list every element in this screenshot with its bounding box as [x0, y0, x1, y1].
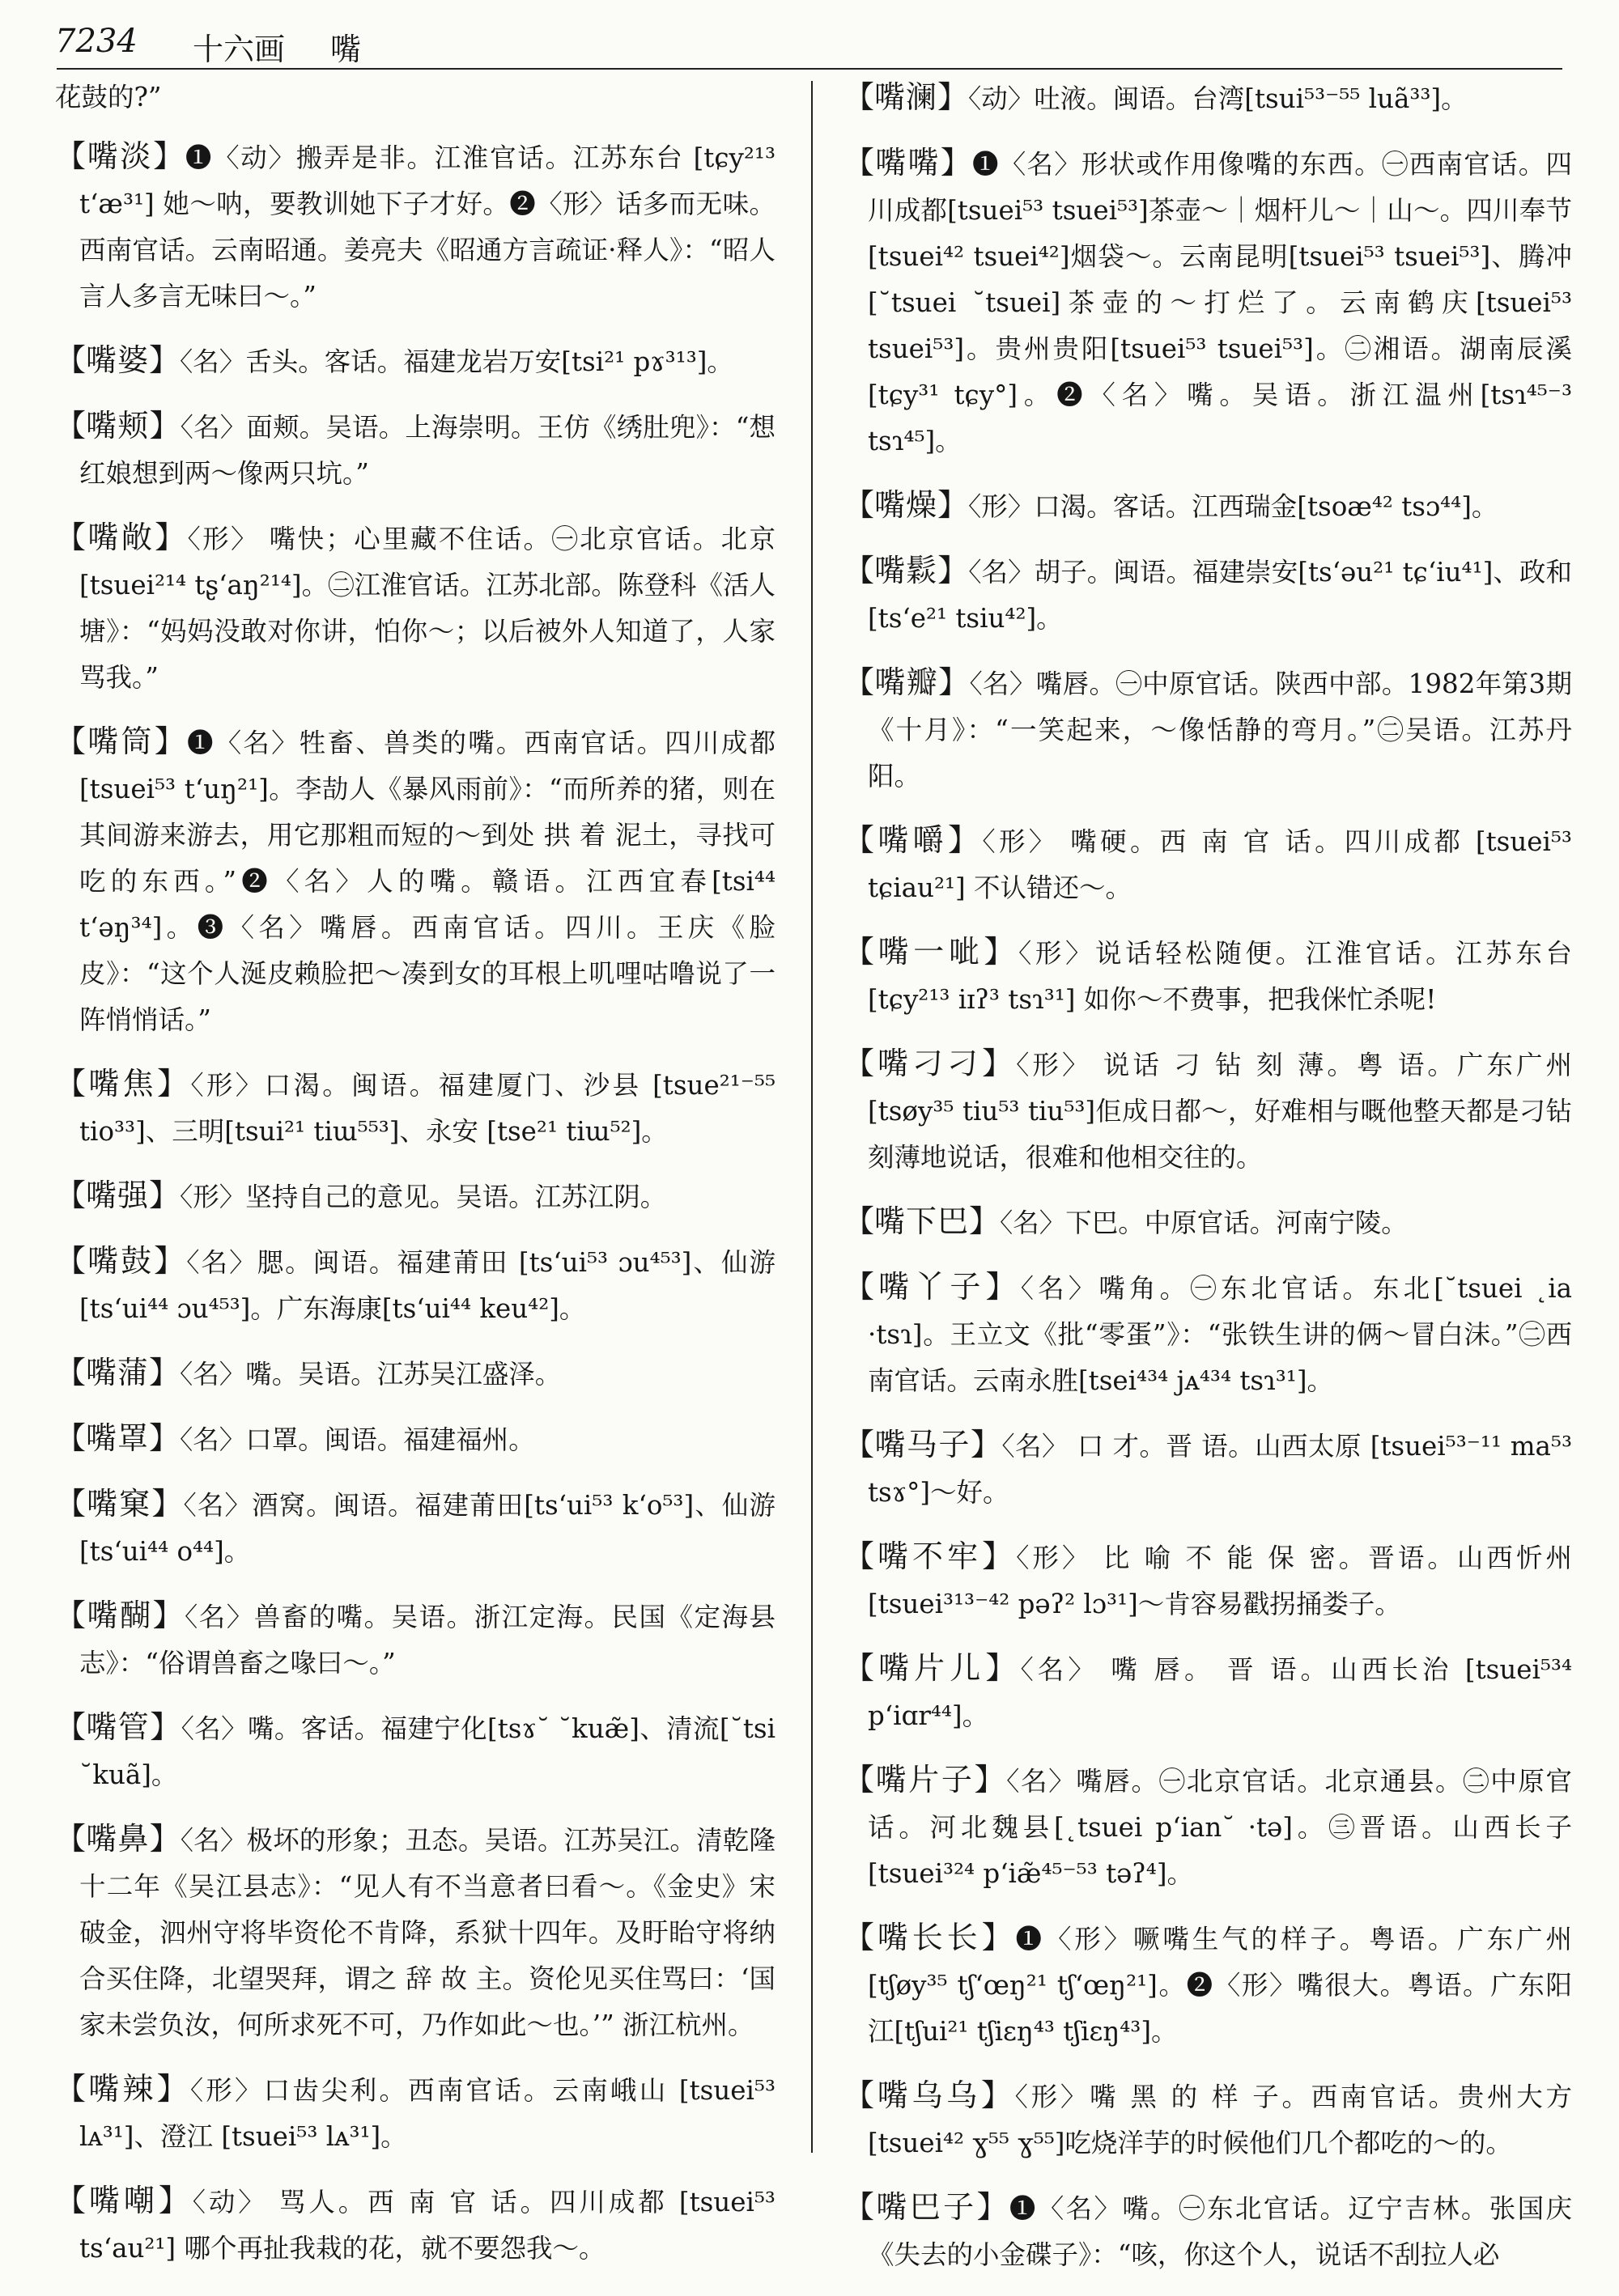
dictionary-entry: [843, 1422, 1572, 1516]
dictionary-entry: [55, 1238, 776, 1332]
entry-definition: ❶〈名〉牲畜、兽类的嘴。西南官话。四川成都 [tsuei⁵³ tʻuŋ²¹]。李劼人《暴风雨前》：“而所养的猪，则在其间游来游去，用它那粗而短的～到处 拱 着 泥土，寻找可吃的东西。”❷〈名〉人的嘴。赣语。江西宜春[tsi⁴⁴ tʻəŋ³⁴]。❸〈名〉嘴唇。西南官话。四川。王庆《脸皮》：“这个人涎皮赖脸把～凑到女的耳根上叽哩咕噜说了一阵悄悄话。”: [79, 728, 776, 1035]
open-bracket: 【: [843, 1046, 878, 1081]
entry-definition: ❶〈形〉噘嘴生气的样子。粤语。广东广州 [tʃøy³⁵ tʃʻœŋ²¹ tʃʻœŋ²¹]。❷〈形〉嘴很大。粤语。广东阳江[tʃui²¹ tʃiɛŋ⁴³ tʃiɛŋ⁴³]。: [868, 1924, 1572, 2047]
open-bracket: 【: [55, 2183, 89, 2218]
entry-definition: 〈形〉 嘴快；心里藏不住话。㊀北京官话。北京 [tsuei²¹⁴ tʂʻaŋ²¹⁴]。㊁江淮官话。江苏北部。陈登科《活人塘》：“妈妈没敢对你讲，怕你～；以后被外人知道了，人家骂我。”: [79, 524, 776, 693]
close-bracket: 】: [158, 2183, 193, 2218]
entry-headword: 嘴马子: [874, 1427, 971, 1462]
entry-headword: 嘴片儿: [878, 1650, 986, 1686]
column-divider: [811, 81, 813, 2153]
open-bracket: 【: [55, 1821, 87, 1857]
open-bracket: 【: [55, 1598, 87, 1633]
close-bracket: 】: [149, 408, 181, 443]
entry-definition: 〈名〉面颊。吴语。上海崇明。王仿《绣肚兜》：“想红娘想到两～像两只坑。”: [79, 412, 776, 489]
entry-definition: 〈名〉腮。闽语。福建莆田 [tsʻui⁵³ ɔu⁴⁵³]、仙游[tsʻui⁴⁴ ɔu⁴⁵³]。广东海康[tsʻui⁴⁴ keu⁴²]。: [79, 1247, 776, 1324]
dictionary-entry: [55, 719, 776, 1043]
dictionary-entry: [843, 817, 1572, 911]
open-bracket: 【: [843, 1920, 877, 1955]
entry-definition: 〈动〉吐液。闽语。台湾[tsui⁵³⁻⁵⁵ luã³³]。: [968, 83, 1468, 114]
stroke-section: 十六画: [193, 32, 286, 67]
entry-definition: 〈名〉嘴。吴语。江苏吴江盛泽。: [180, 1359, 562, 1390]
dictionary-entry: [55, 515, 776, 701]
entry-definition: 〈形〉口齿尖利。西南官话。云南峨山 [tsuei⁵³ lᴀ³¹]、澄江 [tsuei⁵³ lᴀ³¹]。: [79, 2075, 776, 2152]
close-bracket: 】: [149, 342, 181, 378]
entry-headword: 嘴颊: [86, 408, 150, 443]
dictionary-entry: [843, 1645, 1572, 1739]
entry-headword: 嘴婆: [86, 342, 150, 378]
close-bracket: 】: [152, 1598, 185, 1633]
close-bracket: 】: [157, 1066, 191, 1101]
dictionary-entry: [843, 1041, 1572, 1181]
open-bracket: 【: [55, 1243, 88, 1279]
entry-definition: 〈形〉口渴。闽语。福建厦门、沙县 [tsue²¹⁻⁵⁵ tio³³]、三明[tsui²¹ tiɯ⁵⁵³]、永安 [tse²¹ tiɯ⁵²]。: [79, 1070, 776, 1147]
close-bracket: 】: [149, 1821, 181, 1857]
close-bracket: 】: [149, 1420, 181, 1456]
open-bracket: 【: [843, 2189, 877, 2225]
entry-headword: 嘴长长: [877, 1920, 982, 1955]
dictionary-entry: [55, 1481, 776, 1575]
close-bracket: 】: [937, 487, 969, 523]
open-bracket: 【: [843, 664, 875, 700]
open-bracket: 【: [843, 1427, 875, 1462]
entry-headword: 嘴嘴: [875, 145, 941, 180]
entry-definition: 〈名〉舌头。客话。福建龙岩万安[tsi²¹ pɤ³¹³]。: [180, 346, 733, 377]
open-bracket: 【: [843, 487, 875, 523]
close-bracket: 】: [982, 1046, 1017, 1081]
entry-definition: 〈名〉极坏的形象；丑态。吴语。江苏吴江。清乾隆十二年《吴江县志》：“见人有不当意者曰看～。《金史》宋破金，泗州守将毕资伦不肯降，系狱十四年。及盱眙守将纳合买住降，北望哭拜，谓之 辞 故 主。资伦见买住骂曰：‘国家未尝负汝，何所求死不可，乃作如此～也。’” 浙江杭州。: [79, 1825, 776, 2040]
dictionary-entry: [843, 140, 1572, 465]
entry-definition: 〈形〉 比 喻 不 能 保 密。晋语。山西忻州 [tsuei³¹³⁻⁴² pəʔ² lɔ³¹]～肯容易戳拐捅娄子。: [868, 1543, 1572, 1619]
open-bracket: 【: [55, 1066, 89, 1101]
close-bracket: 】: [970, 1427, 1002, 1462]
dictionary-entry: [55, 1415, 776, 1463]
entry-definition: 〈名〉 口 才。晋 语。山西太原 [tsuei⁵³⁻¹¹ ma⁵³ tsɤ°]～好。: [868, 1431, 1572, 1508]
entry-headword: 嘴蒲: [86, 1355, 150, 1390]
dictionary-entry: [843, 1757, 1572, 1897]
entry-definition: 〈名〉酒窝。闽语。福建莆田[tsʻui⁵³ kʻo⁵³]、仙游[tsʻui⁴⁴ o⁴⁴]。: [79, 1490, 776, 1567]
close-bracket: 】: [974, 1762, 1007, 1797]
entry-headword: 嘴澜: [874, 79, 938, 115]
entry-definition: 〈形〉口渴。客话。江西瑞金[tsoæ⁴² tsɔ⁴⁴]。: [968, 491, 1498, 522]
open-bracket: 【: [55, 408, 87, 443]
entry-headword: 嘴淡: [87, 138, 154, 174]
close-bracket: 】: [969, 1203, 1001, 1239]
open-bracket: 【: [843, 2077, 877, 2113]
close-bracket: 】: [151, 1486, 184, 1521]
dictionary-entry: [55, 1061, 776, 1155]
open-bracket: 【: [843, 553, 875, 588]
entry-definition: 〈形〉嘴 黑 的 样 子。西南官话。贵州大方 [tsuei⁴² ɣ⁵⁵ ɣ⁵⁵]吃烧洋芋的时候他们几个都吃的～的。: [868, 2082, 1572, 2158]
dictionary-entry: [55, 403, 776, 497]
dictionary-entry: [843, 1264, 1572, 1404]
entry-headword: 嘴下巴: [874, 1203, 970, 1239]
entry-headword: 嘴强: [86, 1178, 150, 1213]
entry-headword: 嘴丫子: [878, 1269, 986, 1305]
open-bracket: 【: [843, 145, 876, 180]
open-bracket: 【: [55, 724, 88, 759]
entry-definition: 〈动〉 骂人。西 南 官 话。四川成都 [tsuei⁵³ tsʻau²¹] 哪个再扯我栽的花，就不要怨我～。: [79, 2187, 776, 2264]
entry-definition: 〈名〉嘴。客话。福建宁化[tsɤ˘ ˘kuæ̃]、清流[˘tsi ˘kuã]。: [79, 1713, 776, 1790]
entry-definition: 〈名〉兽畜的嘴。吴语。浙江定海。民国《定海县志》：“俗谓兽畜之喙曰～。”: [79, 1602, 776, 1678]
dictionary-entry: [55, 2066, 776, 2160]
header-rule: [57, 68, 1562, 70]
close-bracket: 】: [985, 1650, 1021, 1686]
close-bracket: 】: [150, 1709, 181, 1745]
entry-definition: 〈名〉下巴。中原官话。河南宁陵。: [1000, 1207, 1408, 1238]
entry-definition: 〈名〉口罩。闽语。福建福州。: [180, 1424, 535, 1455]
entry-definition: 〈名〉嘴角。㊀东北官话。东北[˘tsuei ˛ia ·tsɿ]。王立文《批“零蛋”》：“张铁生讲的俩～冒白沫。”㊁西南官话。云南永胜[tsei⁴³⁴ jᴀ⁴³⁴ tsɿ³¹]。: [868, 1273, 1572, 1396]
entry-definition: 〈形〉 嘴硬。西 南 官 话。四川成都 [tsuei⁵³ tɕiau²¹] 不认错还～。: [868, 826, 1572, 903]
entry-definition: 〈名〉 嘴 唇。 晋 语。山西长治 [tsuei⁵³⁴ pʻiɑr⁴⁴]。: [868, 1654, 1572, 1731]
entry-headword: 嘴辣: [88, 2071, 157, 2107]
open-bracket: 【: [843, 1538, 878, 1574]
left-column: [55, 74, 776, 2290]
open-bracket: 【: [843, 1650, 879, 1686]
close-bracket: 】: [976, 2189, 1009, 2225]
entry-headword: 嘴鼓: [87, 1243, 155, 1279]
continuation-text: 花鼓的?”: [55, 82, 162, 112]
entry-definition: 〈形〉坚持自己的意见。吴语。江苏江阴。: [180, 1182, 667, 1212]
dictionary-entry: [843, 482, 1572, 530]
entry-headword: 嘴刁刁: [877, 1046, 983, 1081]
page-header: [55, 23, 1569, 71]
dictionary-entry: [843, 74, 1572, 122]
close-bracket: 】: [937, 79, 969, 115]
close-bracket: 】: [982, 1538, 1017, 1574]
right-column: [843, 74, 1572, 2296]
entry-headword: 嘴瓣: [874, 664, 939, 700]
entry-definition: ❶〈动〉搬弄是非。江淮官话。江苏东台 [tɕy²¹³ tʻæ³¹] 她～呐，要教训她下子才好。❷〈形〉话多而无味。西南官话。云南昭通。姜亮夫《昭通方言疏证·释人》：“昭人言人多言无味曰～。”: [79, 142, 776, 312]
entry-headword: 嘴嚼: [877, 822, 949, 858]
entry-list-right: [843, 74, 1572, 2278]
dictionary-entry: [843, 1534, 1572, 1628]
entry-definition: 〈名〉嘴唇。㊀北京官话。北京通县。㊁中原官话。河北魏县[˛tsuei pʻian˘ ·tə]。㊂晋语。山西长子[tsuei³²⁴ pʻiæ̃⁴⁵⁻⁵³ təʔ⁴]。: [868, 1766, 1572, 1889]
entry-definition: 〈形〉说话轻松随便。江淮官话。江苏东台 [tɕy²¹³ iɪʔ³ tsɿ³¹] 如你～不费事，把我侎忙杀呢!: [868, 938, 1572, 1015]
entry-headword: 嘴焦: [88, 1066, 158, 1101]
entry-headword: 嘴鼻: [86, 1821, 150, 1857]
dictionary-entry: [843, 1199, 1572, 1246]
open-bracket: 【: [55, 138, 87, 174]
close-bracket: 】: [981, 1920, 1016, 1955]
open-bracket: 【: [843, 79, 875, 115]
entry-headword: 嘴鬏: [874, 553, 938, 588]
dictionary-entry: [55, 1593, 776, 1687]
dictionary-entry: [843, 2073, 1572, 2167]
entry-definition: 〈名〉嘴唇。㊀中原官话。陕西中部。1982年第3期《十月》：“一笑起来，～像恬静的弯月。”㊁吴语。江苏丹阳。: [868, 668, 1572, 792]
entry-headword: 嘴窠: [87, 1486, 152, 1521]
entry-headword: 嘴不牢: [877, 1538, 983, 1574]
entry-headword: 嘴敞: [87, 520, 155, 555]
dictionary-entry: [55, 2178, 776, 2272]
entry-definition: ❶〈名〉嘴。㊀东北官话。辽宁吉林。张国庆《失去的小金碟子》：“咳，你这个人，说话不刮拉人必: [868, 2193, 1572, 2270]
dictionary-entry: [843, 2184, 1572, 2278]
close-bracket: 】: [149, 1355, 181, 1390]
dictionary-entry: [843, 548, 1572, 642]
close-bracket: 】: [938, 664, 970, 700]
close-bracket: 】: [948, 822, 983, 858]
close-bracket: 】: [155, 520, 188, 555]
open-bracket: 【: [55, 1420, 87, 1456]
close-bracket: 】: [984, 934, 1019, 970]
entry-headword: 嘴醐: [87, 1598, 153, 1633]
dictionary-entry: [55, 337, 776, 385]
dictionary-entry: [55, 1704, 776, 1798]
entry-headword: 嘴筒: [87, 724, 155, 759]
open-bracket: 【: [843, 1203, 875, 1239]
entry-definition: 〈名〉胡子。闽语。福建崇安[tsʻəu²¹ tɕʻiu⁴¹]、政和[tsʻe²¹ tsiu⁴²]。: [868, 557, 1572, 634]
open-bracket: 【: [55, 1355, 87, 1390]
close-bracket: 】: [985, 1269, 1021, 1305]
entry-headword: 嘴乌乌: [877, 2077, 981, 2113]
entry-headword: 嘴嘲: [88, 2183, 159, 2218]
dictionary-entry: [55, 1816, 776, 2048]
entry-headword: 嘴一呲: [877, 934, 984, 970]
dictionary-entry: [55, 1173, 776, 1220]
close-bracket: 】: [154, 1243, 187, 1279]
close-bracket: 】: [153, 138, 185, 174]
dictionary-entry: [55, 1350, 776, 1398]
dictionary-entry: [843, 660, 1572, 800]
open-bracket: 【: [843, 934, 878, 970]
open-bracket: 【: [55, 1486, 87, 1521]
open-bracket: 【: [843, 822, 878, 858]
close-bracket: 】: [154, 724, 187, 759]
open-bracket: 【: [55, 342, 87, 378]
dictionary-entry: [55, 134, 776, 320]
entry-definition: 〈形〉 说话 刁 钻 刻 薄。粤 语。广东广州 [tsøy³⁵ tiu⁵³ tiu⁵³]佢成日都～，好难相与嘅他整天都是刁钻刻薄地说话，很难和他相交往的。: [868, 1050, 1572, 1173]
close-bracket: 】: [937, 553, 969, 588]
entry-definition: ❶〈名〉形状或作用像嘴的东西。㊀西南官话。四川成都[tsuei⁵³ tsuei⁵³]茶壶～｜烟杆儿～｜山～。四川奉节[tsuei⁴² tsuei⁴²]烟袋～。云南昆明[tsuei⁵³ tsuei⁵³]、腾冲[˘tsuei ˘tsuei]茶壶的～打烂了。云南鹤庆[tsuei⁵³ tsuei⁵³]。贵州贵阳[tsuei⁵³ tsuei⁵³]。㊁湘语。湖南辰溪[tɕy³¹ tɕy°]。❷〈名〉嘴。吴语。浙江温州[tsɿ⁴⁵⁻³ tsɿ⁴⁵]。: [868, 149, 1572, 456]
open-bracket: 【: [843, 1762, 876, 1797]
entry-headword: 嘴片子: [875, 1762, 975, 1797]
open-bracket: 【: [55, 1709, 87, 1745]
dictionary-entry: [843, 929, 1572, 1023]
entry-headword: 嘴管: [86, 1709, 151, 1745]
open-bracket: 【: [55, 520, 88, 555]
entry-headword: 嘴燥: [874, 487, 938, 523]
entry-headword: 嘴巴子: [876, 2189, 977, 2225]
entry-list-left: [55, 134, 776, 2272]
close-bracket: 】: [149, 1178, 181, 1213]
close-bracket: 】: [980, 2077, 1015, 2113]
page-number: 7234: [55, 23, 138, 60]
open-bracket: 【: [843, 1269, 879, 1305]
dictionary-entry: [843, 1915, 1572, 2055]
close-bracket: 】: [940, 145, 972, 180]
open-bracket: 【: [55, 1178, 87, 1213]
head-character: 嘴: [330, 32, 362, 67]
entry-headword: 嘴罩: [86, 1420, 150, 1456]
close-bracket: 】: [156, 2071, 190, 2107]
open-bracket: 【: [55, 2071, 89, 2107]
